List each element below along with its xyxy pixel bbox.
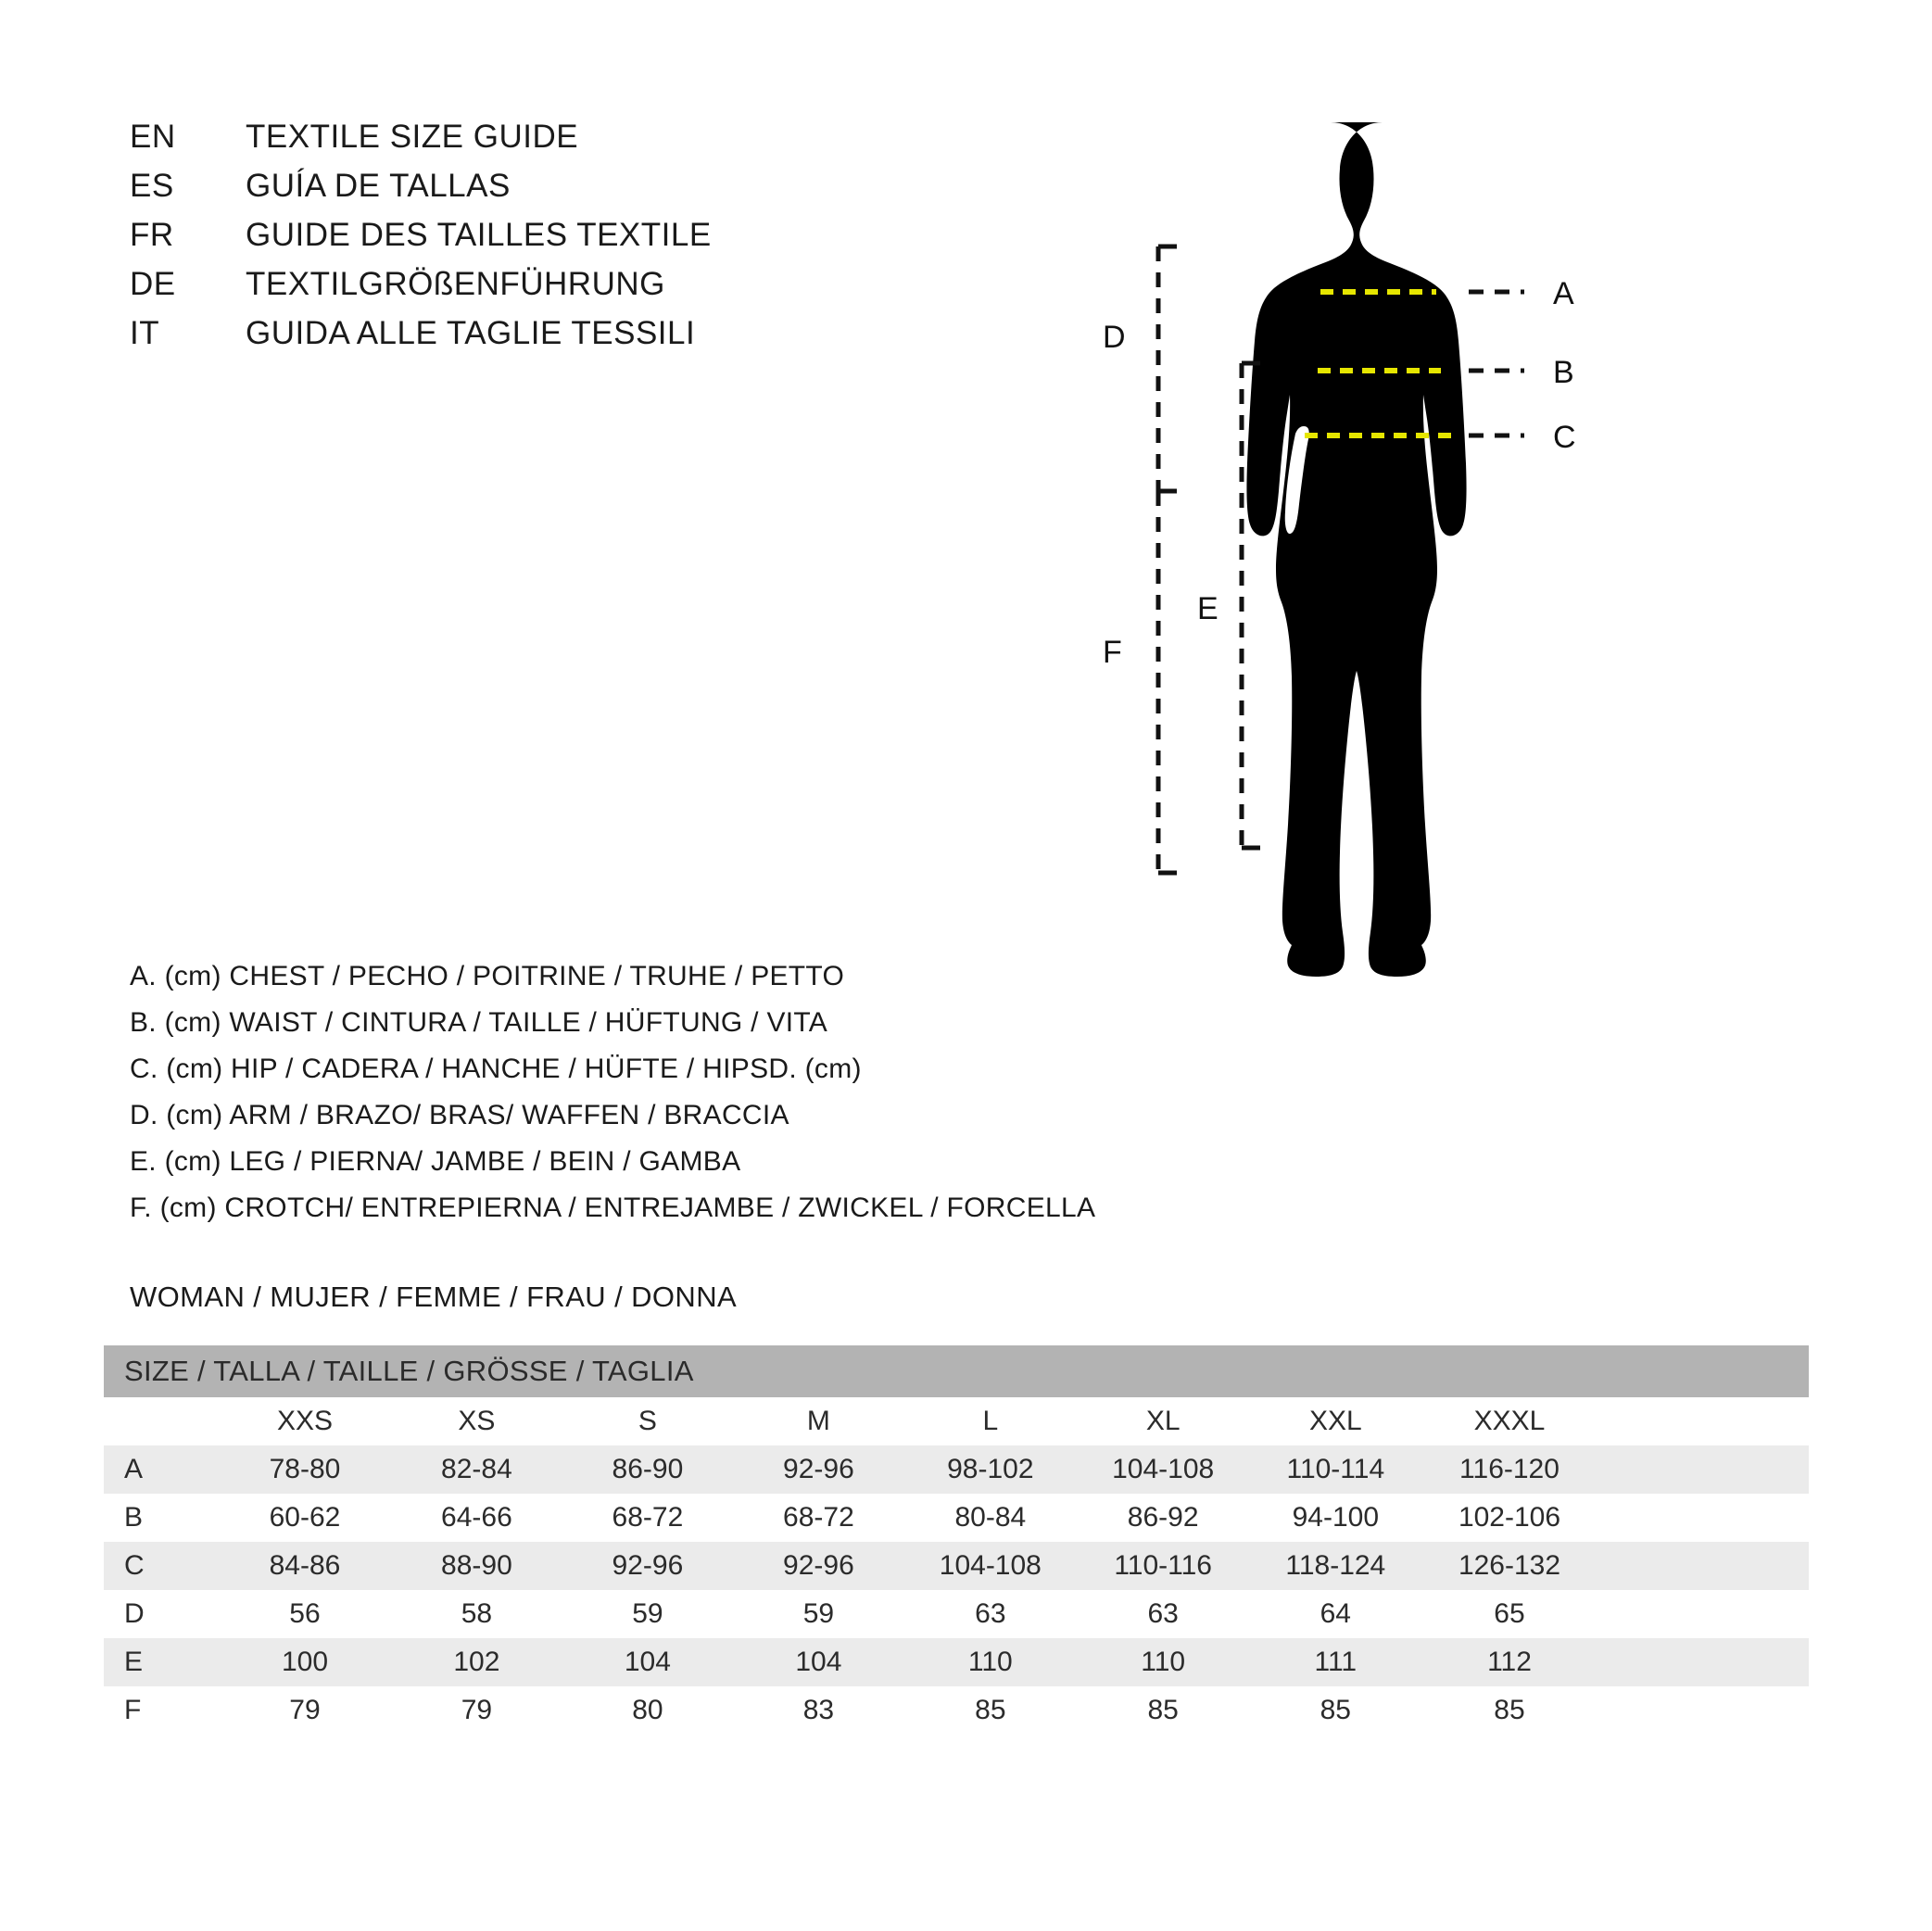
bracket-d xyxy=(1158,246,1177,491)
cell-e-xxxl: 112 xyxy=(1421,1638,1597,1686)
cell-c-xxs: 84-86 xyxy=(219,1542,391,1590)
callout-label-a: A xyxy=(1553,276,1574,311)
table-col-m: M xyxy=(733,1397,904,1445)
cell-a-xxl: 110-114 xyxy=(1249,1445,1421,1494)
table-row-label-c: C xyxy=(104,1542,219,1590)
body-measurement-figure xyxy=(1103,65,1909,1177)
table-col-xxs: XXS xyxy=(219,1397,391,1445)
cell-f-s: 80 xyxy=(562,1686,734,1735)
table-row xyxy=(104,1445,1809,1494)
table-header-band xyxy=(104,1345,1809,1397)
cell-c-xxxl: 126-132 xyxy=(1421,1542,1597,1590)
cell-d-spacer xyxy=(1597,1590,1809,1638)
cell-c-m: 92-96 xyxy=(733,1542,904,1590)
table-col-l: L xyxy=(904,1397,1077,1445)
table-row xyxy=(104,1638,1809,1686)
language-code-en: EN xyxy=(130,119,176,155)
bracket-f xyxy=(1158,491,1177,873)
language-code-de: DE xyxy=(130,266,176,302)
cell-a-s: 86-90 xyxy=(562,1445,734,1494)
table-size-header-row xyxy=(104,1397,1809,1445)
language-row-fr xyxy=(130,217,834,266)
language-text-fr: GUIDE DES TAILLES TEXTILE xyxy=(246,217,712,253)
cell-a-l: 98-102 xyxy=(904,1445,1077,1494)
cell-b-xs: 64-66 xyxy=(391,1494,562,1542)
cell-f-l: 85 xyxy=(904,1686,1077,1735)
table-row xyxy=(104,1590,1809,1638)
cell-b-xxxl: 102-106 xyxy=(1421,1494,1597,1542)
cell-c-s: 92-96 xyxy=(562,1542,734,1590)
cell-b-xxs: 60-62 xyxy=(219,1494,391,1542)
cell-d-s: 59 xyxy=(562,1590,734,1638)
table-row-label-e: E xyxy=(104,1638,219,1686)
cell-d-xxl: 64 xyxy=(1249,1590,1421,1638)
bracket-label-d: D xyxy=(1103,320,1126,355)
legend-item-c: C. (cm) HIP / CADERA / HANCHE / HÜFTE / HIPSD. (cm) xyxy=(130,1054,862,1084)
cell-d-xs: 58 xyxy=(391,1590,562,1638)
language-row-en xyxy=(130,119,834,168)
cell-e-xxl: 111 xyxy=(1249,1638,1421,1686)
cell-b-xl: 86-92 xyxy=(1077,1494,1249,1542)
legend-item-b: B. (cm) WAIST / CINTURA / TAILLE / HÜFTUNG / VITA xyxy=(130,1007,828,1038)
cell-c-xxl: 118-124 xyxy=(1249,1542,1421,1590)
cell-d-xxs: 56 xyxy=(219,1590,391,1638)
cell-c-xl: 110-116 xyxy=(1077,1542,1249,1590)
table-col-xs: XS xyxy=(391,1397,562,1445)
section-caption: WOMAN / MUJER / FEMME / FRAU / DONNA xyxy=(130,1281,738,1313)
cell-e-m: 104 xyxy=(733,1638,904,1686)
cell-a-xs: 82-84 xyxy=(391,1445,562,1494)
legend-item-f: F. (cm) CROTCH/ ENTREPIERNA / ENTREJAMBE / ZWICKEL / FORCELLA xyxy=(130,1193,1096,1223)
table-row-label-d: D xyxy=(104,1590,219,1638)
cell-a-spacer xyxy=(1597,1445,1809,1494)
cell-a-m: 92-96 xyxy=(733,1445,904,1494)
cell-e-s: 104 xyxy=(562,1638,734,1686)
cell-e-xl: 110 xyxy=(1077,1638,1249,1686)
cell-d-xxxl: 65 xyxy=(1421,1590,1597,1638)
cell-c-xs: 88-90 xyxy=(391,1542,562,1590)
callout-label-b: B xyxy=(1553,355,1574,390)
size-table xyxy=(104,1345,1809,1735)
language-title-block xyxy=(130,119,834,364)
cell-e-xs: 102 xyxy=(391,1638,562,1686)
bracket-label-e: E xyxy=(1197,591,1219,626)
cell-f-xxl: 85 xyxy=(1249,1686,1421,1735)
cell-b-m: 68-72 xyxy=(733,1494,904,1542)
legend-item-e: E. (cm) LEG / PIERNA/ JAMBE / BEIN / GAMBA xyxy=(130,1146,741,1177)
cell-b-s: 68-72 xyxy=(562,1494,734,1542)
woman-silhouette-icon xyxy=(1246,122,1466,977)
table-band-label: SIZE / TALLA / TAILLE / GRÖSSE / TAGLIA xyxy=(104,1345,1809,1397)
table-row-label-a: A xyxy=(104,1445,219,1494)
cell-c-spacer xyxy=(1597,1542,1809,1590)
cell-f-xxxl: 85 xyxy=(1421,1686,1597,1735)
cell-d-m: 59 xyxy=(733,1590,904,1638)
table-row xyxy=(104,1494,1809,1542)
table-col-xxl: XXL xyxy=(1249,1397,1421,1445)
cell-e-l: 110 xyxy=(904,1638,1077,1686)
cell-a-xl: 104-108 xyxy=(1077,1445,1249,1494)
cell-b-xxl: 94-100 xyxy=(1249,1494,1421,1542)
language-text-it: GUIDA ALLE TAGLIE TESSILI xyxy=(246,315,696,351)
language-code-fr: FR xyxy=(130,217,174,253)
cell-d-l: 63 xyxy=(904,1590,1077,1638)
table-row xyxy=(104,1542,1809,1590)
table-row-label-b: B xyxy=(104,1494,219,1542)
table-row-label-f: F xyxy=(104,1686,219,1735)
cell-a-xxs: 78-80 xyxy=(219,1445,391,1494)
cell-e-xxs: 100 xyxy=(219,1638,391,1686)
language-text-es: GUÍA DE TALLAS xyxy=(246,168,511,204)
legend-item-d: D. (cm) ARM / BRAZO/ BRAS/ WAFFEN / BRACCIA xyxy=(130,1100,789,1130)
language-row-es xyxy=(130,168,834,217)
cell-b-spacer xyxy=(1597,1494,1809,1542)
cell-f-xxs: 79 xyxy=(219,1686,391,1735)
cell-a-xxxl: 116-120 xyxy=(1421,1445,1597,1494)
cell-d-xl: 63 xyxy=(1077,1590,1249,1638)
cell-f-xs: 79 xyxy=(391,1686,562,1735)
table-col-spacer xyxy=(1597,1397,1809,1445)
legend-item-a: A. (cm) CHEST / PECHO / POITRINE / TRUHE / PETTO xyxy=(130,961,845,991)
table-row xyxy=(104,1686,1809,1735)
table-col-xl: XL xyxy=(1077,1397,1249,1445)
language-text-en: TEXTILE SIZE GUIDE xyxy=(246,119,579,155)
table-col-xxxl: XXXL xyxy=(1421,1397,1597,1445)
cell-f-xl: 85 xyxy=(1077,1686,1249,1735)
language-row-de xyxy=(130,266,834,315)
callout-label-c: C xyxy=(1553,420,1576,455)
language-row-it xyxy=(130,315,834,364)
cell-c-l: 104-108 xyxy=(904,1542,1077,1590)
language-text-de: TEXTILGRÖßENFÜHRUNG xyxy=(246,266,665,302)
language-code-it: IT xyxy=(130,315,160,351)
table-corner-cell xyxy=(104,1397,219,1445)
cell-f-m: 83 xyxy=(733,1686,904,1735)
table-col-s: S xyxy=(562,1397,734,1445)
language-code-es: ES xyxy=(130,168,174,204)
cell-e-spacer xyxy=(1597,1638,1809,1686)
measurement-legend xyxy=(130,961,1223,1239)
cell-f-spacer xyxy=(1597,1686,1809,1735)
cell-b-l: 80-84 xyxy=(904,1494,1077,1542)
bracket-label-f: F xyxy=(1103,635,1122,670)
